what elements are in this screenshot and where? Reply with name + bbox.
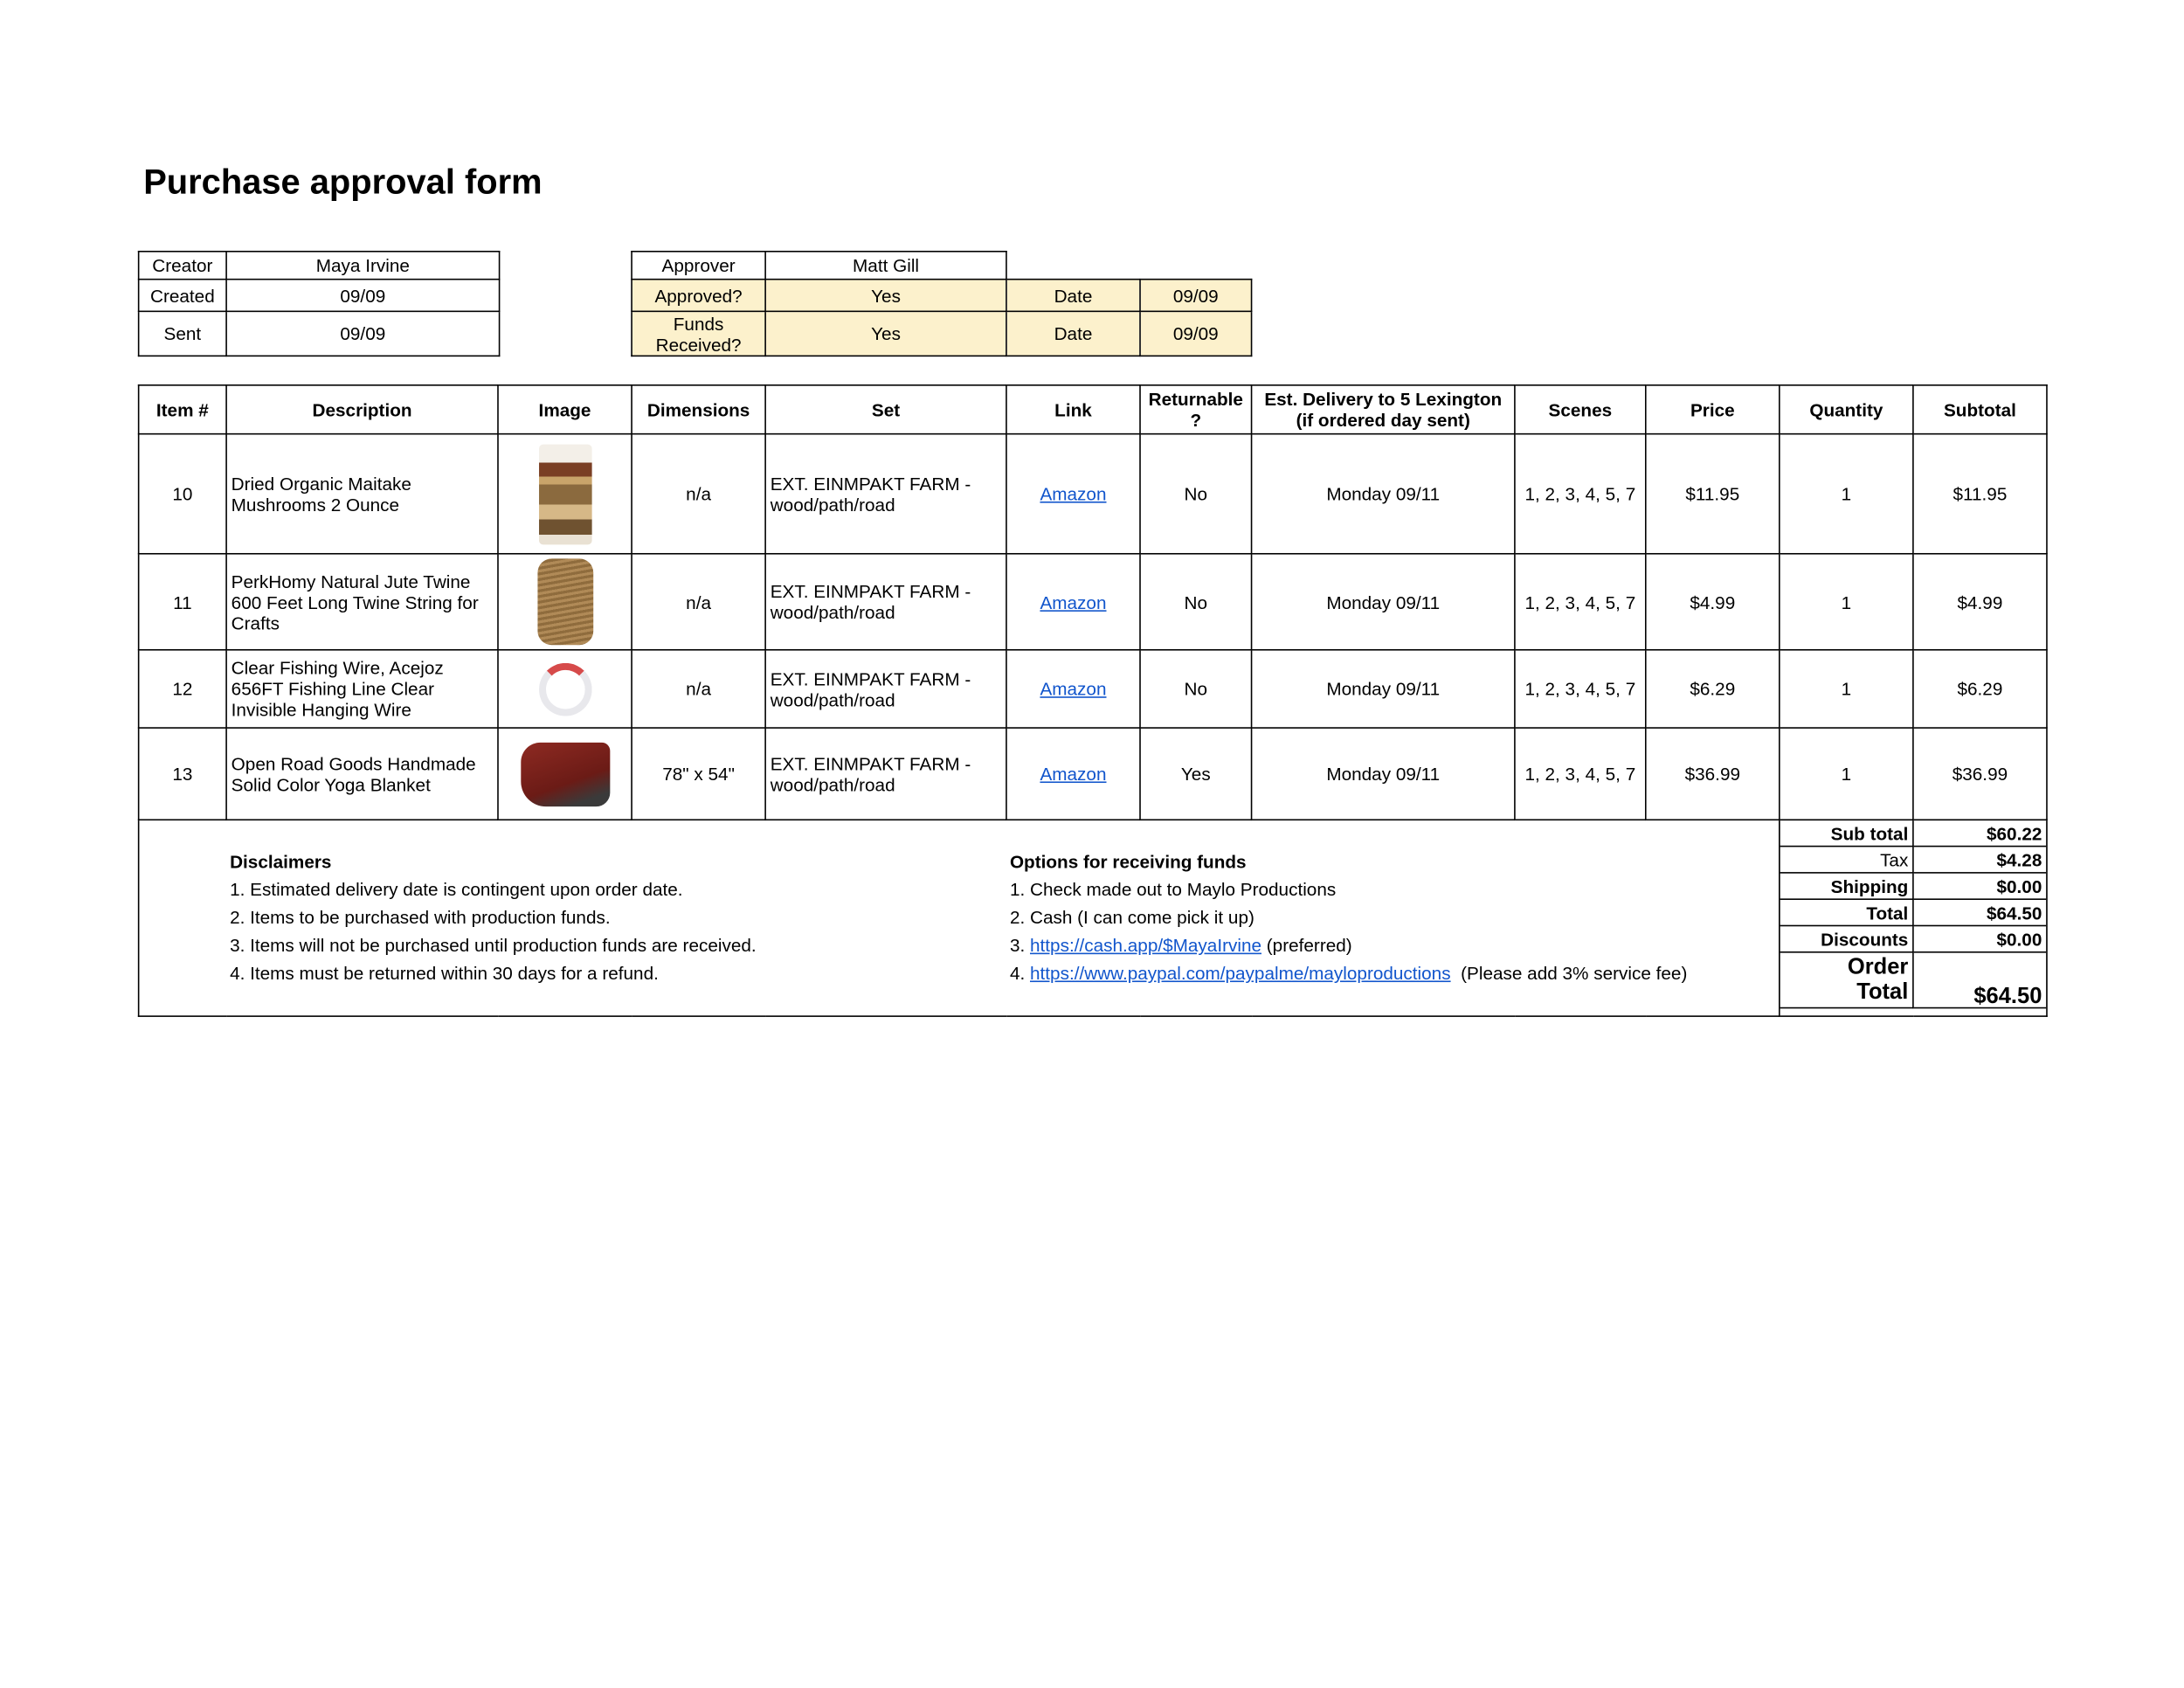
disclaimers: [230, 848, 757, 987]
item-description: PerkHomy Natural Jute Twine 600 Feet Long Twine String for Crafts: [226, 554, 498, 650]
funds-received-value[interactable]: Yes: [765, 311, 1006, 356]
item-dimensions: n/a: [632, 434, 765, 554]
blank: [1006, 252, 1140, 280]
item-description: Clear Fishing Wire, Acejoz 656FT Fishing Line Clear Invisible Hanging Wire: [226, 650, 498, 728]
item-set: EXT. EINMPAKT FARM - wood/path/road: [765, 434, 1006, 554]
discounts-value: $0.00: [1913, 925, 2047, 951]
item-dimensions: n/a: [632, 554, 765, 650]
item-num: 13: [139, 728, 226, 820]
approved-date-value[interactable]: 09/09: [1140, 280, 1252, 312]
item-link[interactable]: [1006, 650, 1140, 728]
item-delivery: Monday 09/11: [1252, 554, 1515, 650]
col-description: Description: [226, 385, 498, 434]
subtotal-label: Sub total: [1780, 820, 1913, 846]
item-set: EXT. EINMPAKT FARM - wood/path/road: [765, 650, 1006, 728]
footer-row: [139, 820, 2047, 1016]
mushroom-bag-image: [538, 444, 591, 544]
disclaimers-heading: Disclaimers: [230, 851, 332, 873]
col-subtotal: Subtotal: [1913, 385, 2047, 434]
created-value[interactable]: 09/09: [226, 280, 500, 312]
col-item-num: Item #: [139, 385, 226, 434]
funds-options-heading: Options for receiving funds: [1009, 851, 1247, 873]
creator-label: Creator: [139, 252, 226, 280]
item-num: 11: [139, 554, 226, 650]
col-delivery: Est. Delivery to 5 Lexington (if ordered day sent): [1252, 385, 1515, 434]
funds-option: [1010, 960, 1687, 988]
item-num: 10: [139, 434, 226, 554]
funds-date-label: Date: [1006, 311, 1140, 356]
disclaimer-line: 1. Estimated delivery date is contingent upon order date.: [230, 879, 683, 900]
item-description: Dried Organic Maitake Mushrooms 2 Ounce: [226, 434, 498, 554]
tax-label: Tax: [1780, 847, 1913, 873]
option-number: 3.: [1009, 934, 1026, 956]
funds-option: 2. Cash (I can come pick it up): [1009, 906, 1254, 928]
approver-label: Approver: [632, 252, 765, 280]
item-subtotal: $4.99: [1913, 554, 2047, 650]
total-label: Total: [1856, 979, 1909, 1004]
item-price: $4.99: [1646, 554, 1780, 650]
shipping-value: $0.00: [1913, 873, 2047, 899]
jute-twine-image: [537, 558, 593, 645]
item-delivery: Monday 09/11: [1252, 728, 1515, 820]
item-subtotal: $36.99: [1913, 728, 2047, 820]
page-title: Purchase approval form: [143, 163, 543, 203]
item-price: $11.95: [1646, 434, 1780, 554]
sent-label: Sent: [139, 311, 226, 356]
col-set: Set: [765, 385, 1006, 434]
paypal-link[interactable]: https://www.paypal.com/paypalme/mayloproductions: [1030, 962, 1451, 984]
order-label: Order: [1847, 954, 1909, 979]
item-scenes: 1, 2, 3, 4, 5, 7: [1515, 650, 1646, 728]
item-subtotal: $6.29: [1913, 650, 2047, 728]
item-set: EXT. EINMPAKT FARM - wood/path/road: [765, 554, 1006, 650]
item-image: [498, 728, 632, 820]
funds-received-label: Funds Received?: [632, 311, 765, 356]
disclaimer-line: 3. Items will not be purchased until production funds are received.: [230, 934, 757, 956]
funds-options: [1010, 848, 1687, 987]
item-returnable: No: [1140, 434, 1252, 554]
table-row: [139, 650, 2047, 728]
item-quantity: 1: [1780, 650, 1913, 728]
amazon-link[interactable]: Amazon: [1040, 678, 1107, 700]
funds-option: [1010, 932, 1687, 960]
notes-cell: [139, 820, 1780, 1016]
option-number: 4.: [1009, 962, 1026, 984]
totals-table: [1780, 820, 2047, 1008]
item-link[interactable]: [1006, 728, 1140, 820]
item-image: [498, 554, 632, 650]
approval-table: [631, 251, 1252, 356]
col-scenes: Scenes: [1515, 385, 1646, 434]
item-delivery: Monday 09/11: [1252, 434, 1515, 554]
item-quantity: 1: [1780, 554, 1913, 650]
item-image: [498, 650, 632, 728]
item-price: $36.99: [1646, 728, 1780, 820]
item-scenes: 1, 2, 3, 4, 5, 7: [1515, 434, 1646, 554]
table-row: [139, 554, 2047, 650]
amazon-link[interactable]: Amazon: [1040, 591, 1107, 612]
col-dimensions: Dimensions: [632, 385, 765, 434]
col-returnable: Returnable ?: [1140, 385, 1252, 434]
item-set: EXT. EINMPAKT FARM - wood/path/road: [765, 728, 1006, 820]
table-row: [139, 728, 2047, 820]
sent-value[interactable]: 09/09: [226, 311, 500, 356]
item-quantity: 1: [1780, 434, 1913, 554]
item-link[interactable]: [1006, 554, 1140, 650]
item-link[interactable]: [1006, 434, 1140, 554]
tax-value: $4.28: [1913, 847, 2047, 873]
amazon-link[interactable]: Amazon: [1040, 483, 1107, 505]
funds-option: 1. Check made out to Maylo Productions: [1009, 879, 1337, 900]
created-label: Created: [139, 280, 226, 312]
discounts-label: Discounts: [1780, 925, 1913, 951]
item-returnable: Yes: [1140, 728, 1252, 820]
col-image: Image: [498, 385, 632, 434]
table-row: [139, 434, 2047, 554]
items-table: [138, 384, 2048, 1017]
col-price: Price: [1646, 385, 1780, 434]
creator-value[interactable]: Maya Irvine: [226, 252, 500, 280]
item-num: 12: [139, 650, 226, 728]
disclaimer-line: 4. Items must be returned within 30 days for a refund.: [230, 962, 659, 984]
shipping-label: Shipping: [1780, 873, 1913, 899]
item-returnable: No: [1140, 554, 1252, 650]
approver-value[interactable]: Matt Gill: [765, 252, 1006, 280]
col-quantity: Quantity: [1780, 385, 1913, 434]
total-label: Total: [1780, 899, 1913, 925]
disclaimer-line: 2. Items to be purchased with production funds.: [230, 906, 611, 928]
item-image: [498, 434, 632, 554]
item-scenes: 1, 2, 3, 4, 5, 7: [1515, 554, 1646, 650]
header-row: [139, 385, 2047, 434]
item-dimensions: 78" x 54": [632, 728, 765, 820]
total-value: $64.50: [1913, 899, 2047, 925]
item-scenes: 1, 2, 3, 4, 5, 7: [1515, 728, 1646, 820]
funds-date-value[interactable]: 09/09: [1140, 311, 1252, 356]
order-total-value: $64.50: [1913, 952, 2047, 1008]
approved-value[interactable]: Yes: [765, 280, 1006, 312]
amazon-link[interactable]: Amazon: [1040, 763, 1107, 785]
approved-label: Approved?: [632, 280, 765, 312]
fishing-wire-image: [538, 662, 591, 716]
subtotal-value: $60.22: [1913, 820, 2047, 846]
option-note: (preferred): [1266, 934, 1352, 956]
blank: [1140, 252, 1252, 280]
order-total-label: [1780, 952, 1913, 1008]
item-subtotal: $11.95: [1913, 434, 2047, 554]
col-link: Link: [1006, 385, 1140, 434]
item-price: $6.29: [1646, 650, 1780, 728]
item-description: Open Road Goods Handmade Solid Color Yoga Blanket: [226, 728, 498, 820]
yoga-blanket-image: [521, 742, 610, 806]
item-delivery: Monday 09/11: [1252, 650, 1515, 728]
cash-app-link[interactable]: https://cash.app/$MayaIrvine: [1030, 934, 1262, 956]
item-returnable: No: [1140, 650, 1252, 728]
option-note: (Please add 3% service fee): [1461, 962, 1688, 984]
item-quantity: 1: [1780, 728, 1913, 820]
totals-cell: [1780, 820, 2047, 1016]
approved-date-label: Date: [1006, 280, 1140, 312]
item-dimensions: n/a: [632, 650, 765, 728]
creator-info-table: [138, 251, 501, 356]
